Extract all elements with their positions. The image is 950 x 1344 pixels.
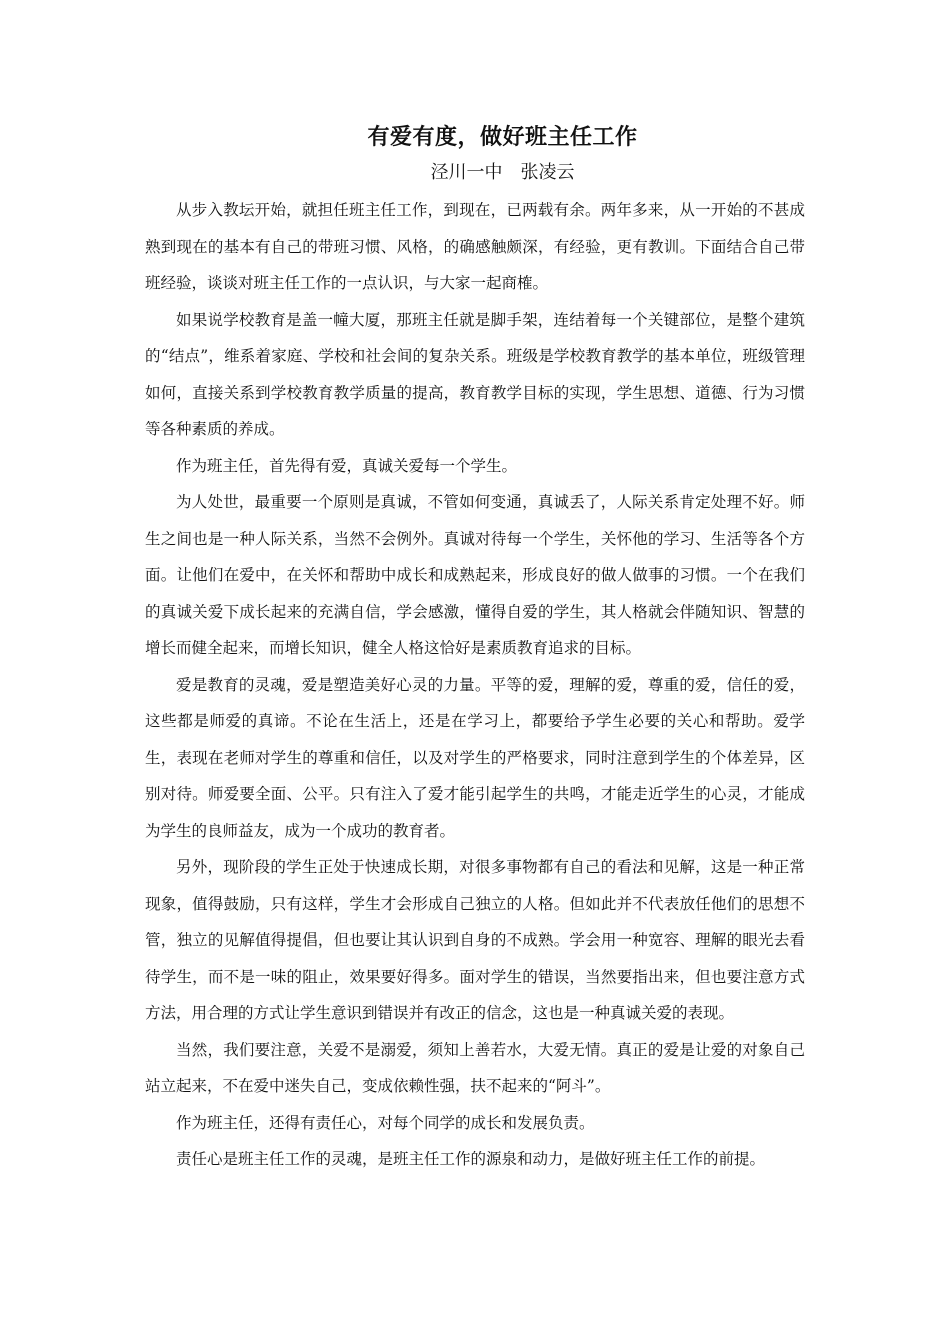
paragraph: 从步入教坛开始，就担任班主任工作，到现在，已两载有余。两年多来，从一开始的不甚成熟到现在的基本有自己的带班习惯、风格，的确感触颇深，有经验，更有教训。下面结合自己带班经验，谈谈对班主任工作的一点认识，与大家一起商榷。 [145,201,805,292]
author-byline: 泾川一中 张凌云 [430,162,575,183]
paragraph: 当然，我们要注意，关爱不是溺爱，须知上善若水，大爱无情。真正的爱是让爱的对象自己站立起来，不在爱中迷失自己，变成依赖性强，扶不起来的“阿斗”。 [145,1040,805,1095]
paragraph: 责任心是班主任工作的灵魂，是班主任工作的源泉和动力，是做好班主任工作的前提。 [176,1150,766,1168]
paragraph: 爱是教育的灵魂，爱是塑造美好心灵的力量。平等的爱，理解的爱，尊重的爱，信任的爱，这些都是师爱的真谛。不论在生活上，还是在学习上，都要给予学生必要的关心和帮助。爱学生，表现在老师对学生的尊重和信任，以及对学生的严格要求，同时注意到学生的个体差异，区别对待。师爱要全面、公平。只有注入了爱才能引起学生的共鸣，才能走近学生的心灵，才能成为学生的良师益友，成为一个成功的教育者。 [145,675,805,840]
paragraph: 作为班主任，还得有责任心，对每个同学的成长和发展负责。 [176,1113,595,1132]
paragraph: 如果说学校教育是盖一幢大厦，那班主任就是脚手架，连结着每一个关键部位，是整个建筑的“结点”，维系着家庭、学校和社会间的复杂关系。班级是学校教育教学的基本单位，班级管理如何，直接关系到学校教育教学质量的提高，教育教学目标的实现，学生思想、道德、行为习惯等各种素质的养成。 [145,310,805,438]
document-page [145,118,805,1178]
document-title: 有爱有度，做好班主任工作 [367,125,638,150]
paragraph: 另外，现阶段的学生正处于快速成长期，对很多事物都有自己的看法和见解，这是一种正常现象，值得鼓励，只有这样，学生才会形成自己独立的人格。但如此并不代表放任他们的思想不管，独立的见解值得提倡，但也要让其认识到自身的不成熟。学会用一种宽容、理解的眼光去看待学生，而不是一味的阻止，效果要好得多。面对学生的错误，当然要指出来，但也要注意方式方法，用合理的方式让学生意识到错误并有改正的信念，这也是一种真诚关爱的表现。 [145,858,805,1022]
paragraph: 作为班主任，首先得有爱，真诚关爱每一个学生。 [176,456,518,475]
paragraph: 为人处世，最重要一个原则是真诚，不管如何变通，真诚丢了，人际关系肯定处理不好。师生之间也是一种人际关系，当然不会例外。真诚对待每一个学生，关怀他的学习、生活等各个方面。让他们在爱中，在关怀和帮助中成长和成熟起来，形成良好的做人做事的习惯。一个在我们的真诚关爱下成长起来的充满自信，学会感激，懂得自爱的学生，其人格就会伴随知识、智慧的增长而健全起来，而增长知识，健全人格这恰好是素质教育追求的目标。 [145,493,805,657]
